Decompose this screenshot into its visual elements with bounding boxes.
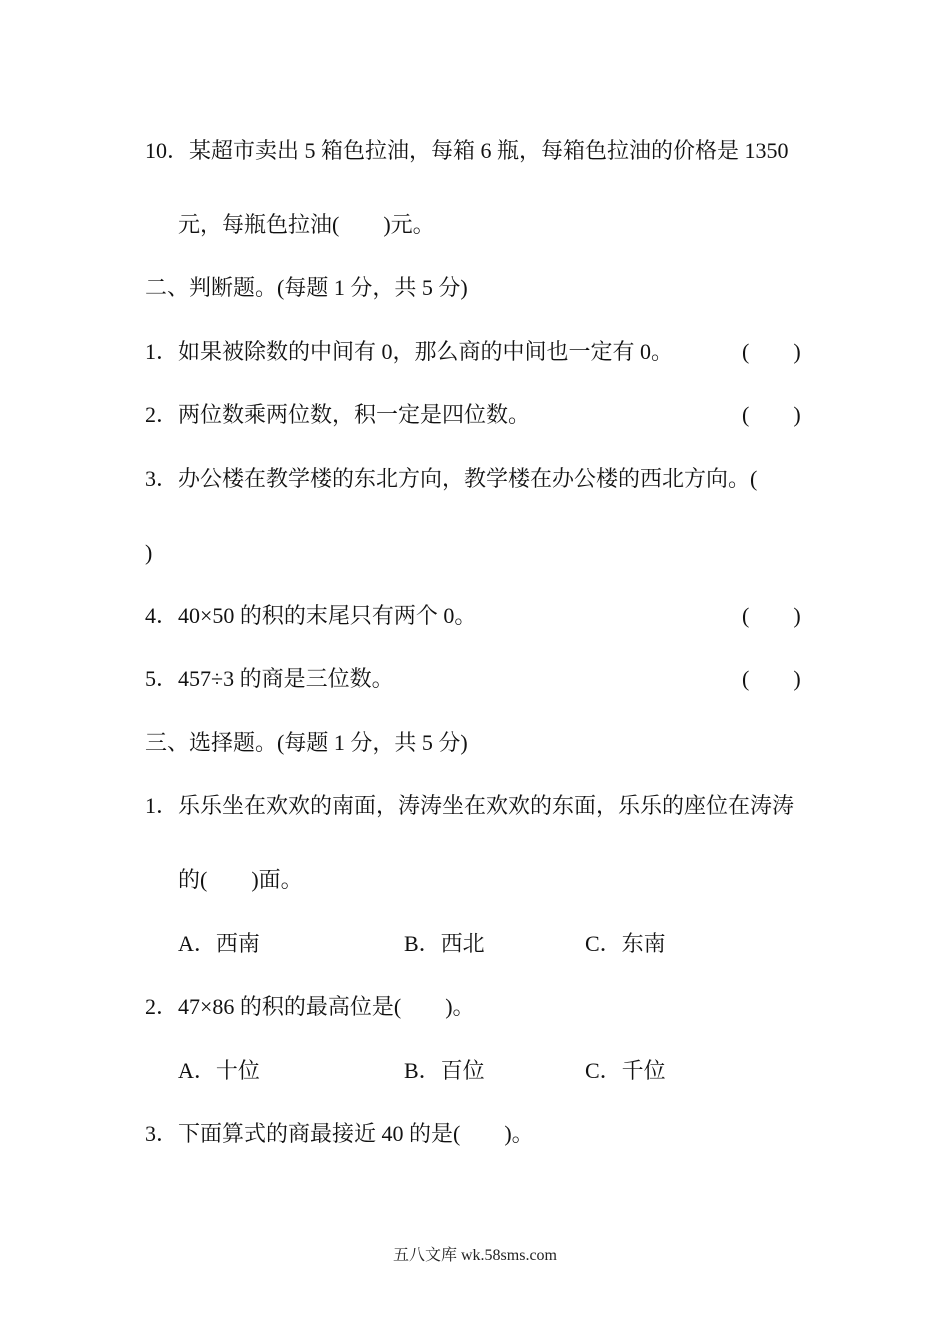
judge-answer-bracket-5[interactable]: ( ) (742, 666, 801, 691)
section-3-heading: 三、选择题。(每题 1 分，共 5 分) (145, 730, 468, 755)
choice-question-1-line-2: 的( )面。 (178, 867, 303, 892)
choice-question-1-line-1: 1．乐乐坐在欢欢的南面，涛涛坐在欢欢的东面，乐乐的座位在涛涛 (145, 793, 795, 818)
judge-item-1: 1．如果被除数的中间有 0，那么商的中间也一定有 0。 (145, 339, 674, 364)
choice-1-option-c[interactable]: C．东南 (585, 931, 666, 956)
judge-answer-bracket-4[interactable]: ( ) (742, 603, 801, 628)
section-2-heading: 二、判断题。(每题 1 分，共 5 分) (145, 275, 468, 300)
judge-item-3-close-bracket[interactable]: ) (145, 540, 153, 565)
choice-question-2: 2．47×86 的积的最高位是( )。 (145, 994, 475, 1019)
judge-item-2: 2．两位数乘两位数，积一定是四位数。 (145, 402, 531, 427)
choice-2-option-b[interactable]: B．百位 (404, 1058, 485, 1083)
question-10-line-2: 元，每瓶色拉油( )元。 (178, 212, 435, 237)
judge-answer-bracket-1[interactable]: ( ) (742, 339, 801, 364)
choice-2-option-c[interactable]: C．千位 (585, 1058, 666, 1083)
judge-item-4: 4．40×50 的积的末尾只有两个 0。 (145, 603, 477, 628)
question-10-line-1: 10．某超市卖出 5 箱色拉油，每箱 6 瓶，每箱色拉油的价格是 1350 (145, 138, 789, 163)
judge-item-3: 3．办公楼在教学楼的东北方向，教学楼在办公楼的西北方向。( (145, 466, 758, 491)
choice-1-option-b[interactable]: B．西北 (404, 931, 485, 956)
choice-1-option-a[interactable]: A．西南 (178, 931, 260, 956)
choice-2-option-a[interactable]: A．十位 (178, 1058, 260, 1083)
choice-question-3: 3．下面算式的商最接近 40 的是( )。 (145, 1121, 534, 1146)
judge-answer-bracket-2[interactable]: ( ) (742, 402, 801, 427)
footer-watermark: 五八文库 wk.58sms.com (392, 1247, 557, 1264)
judge-item-5: 5．457÷3 的商是三位数。 (145, 666, 394, 691)
